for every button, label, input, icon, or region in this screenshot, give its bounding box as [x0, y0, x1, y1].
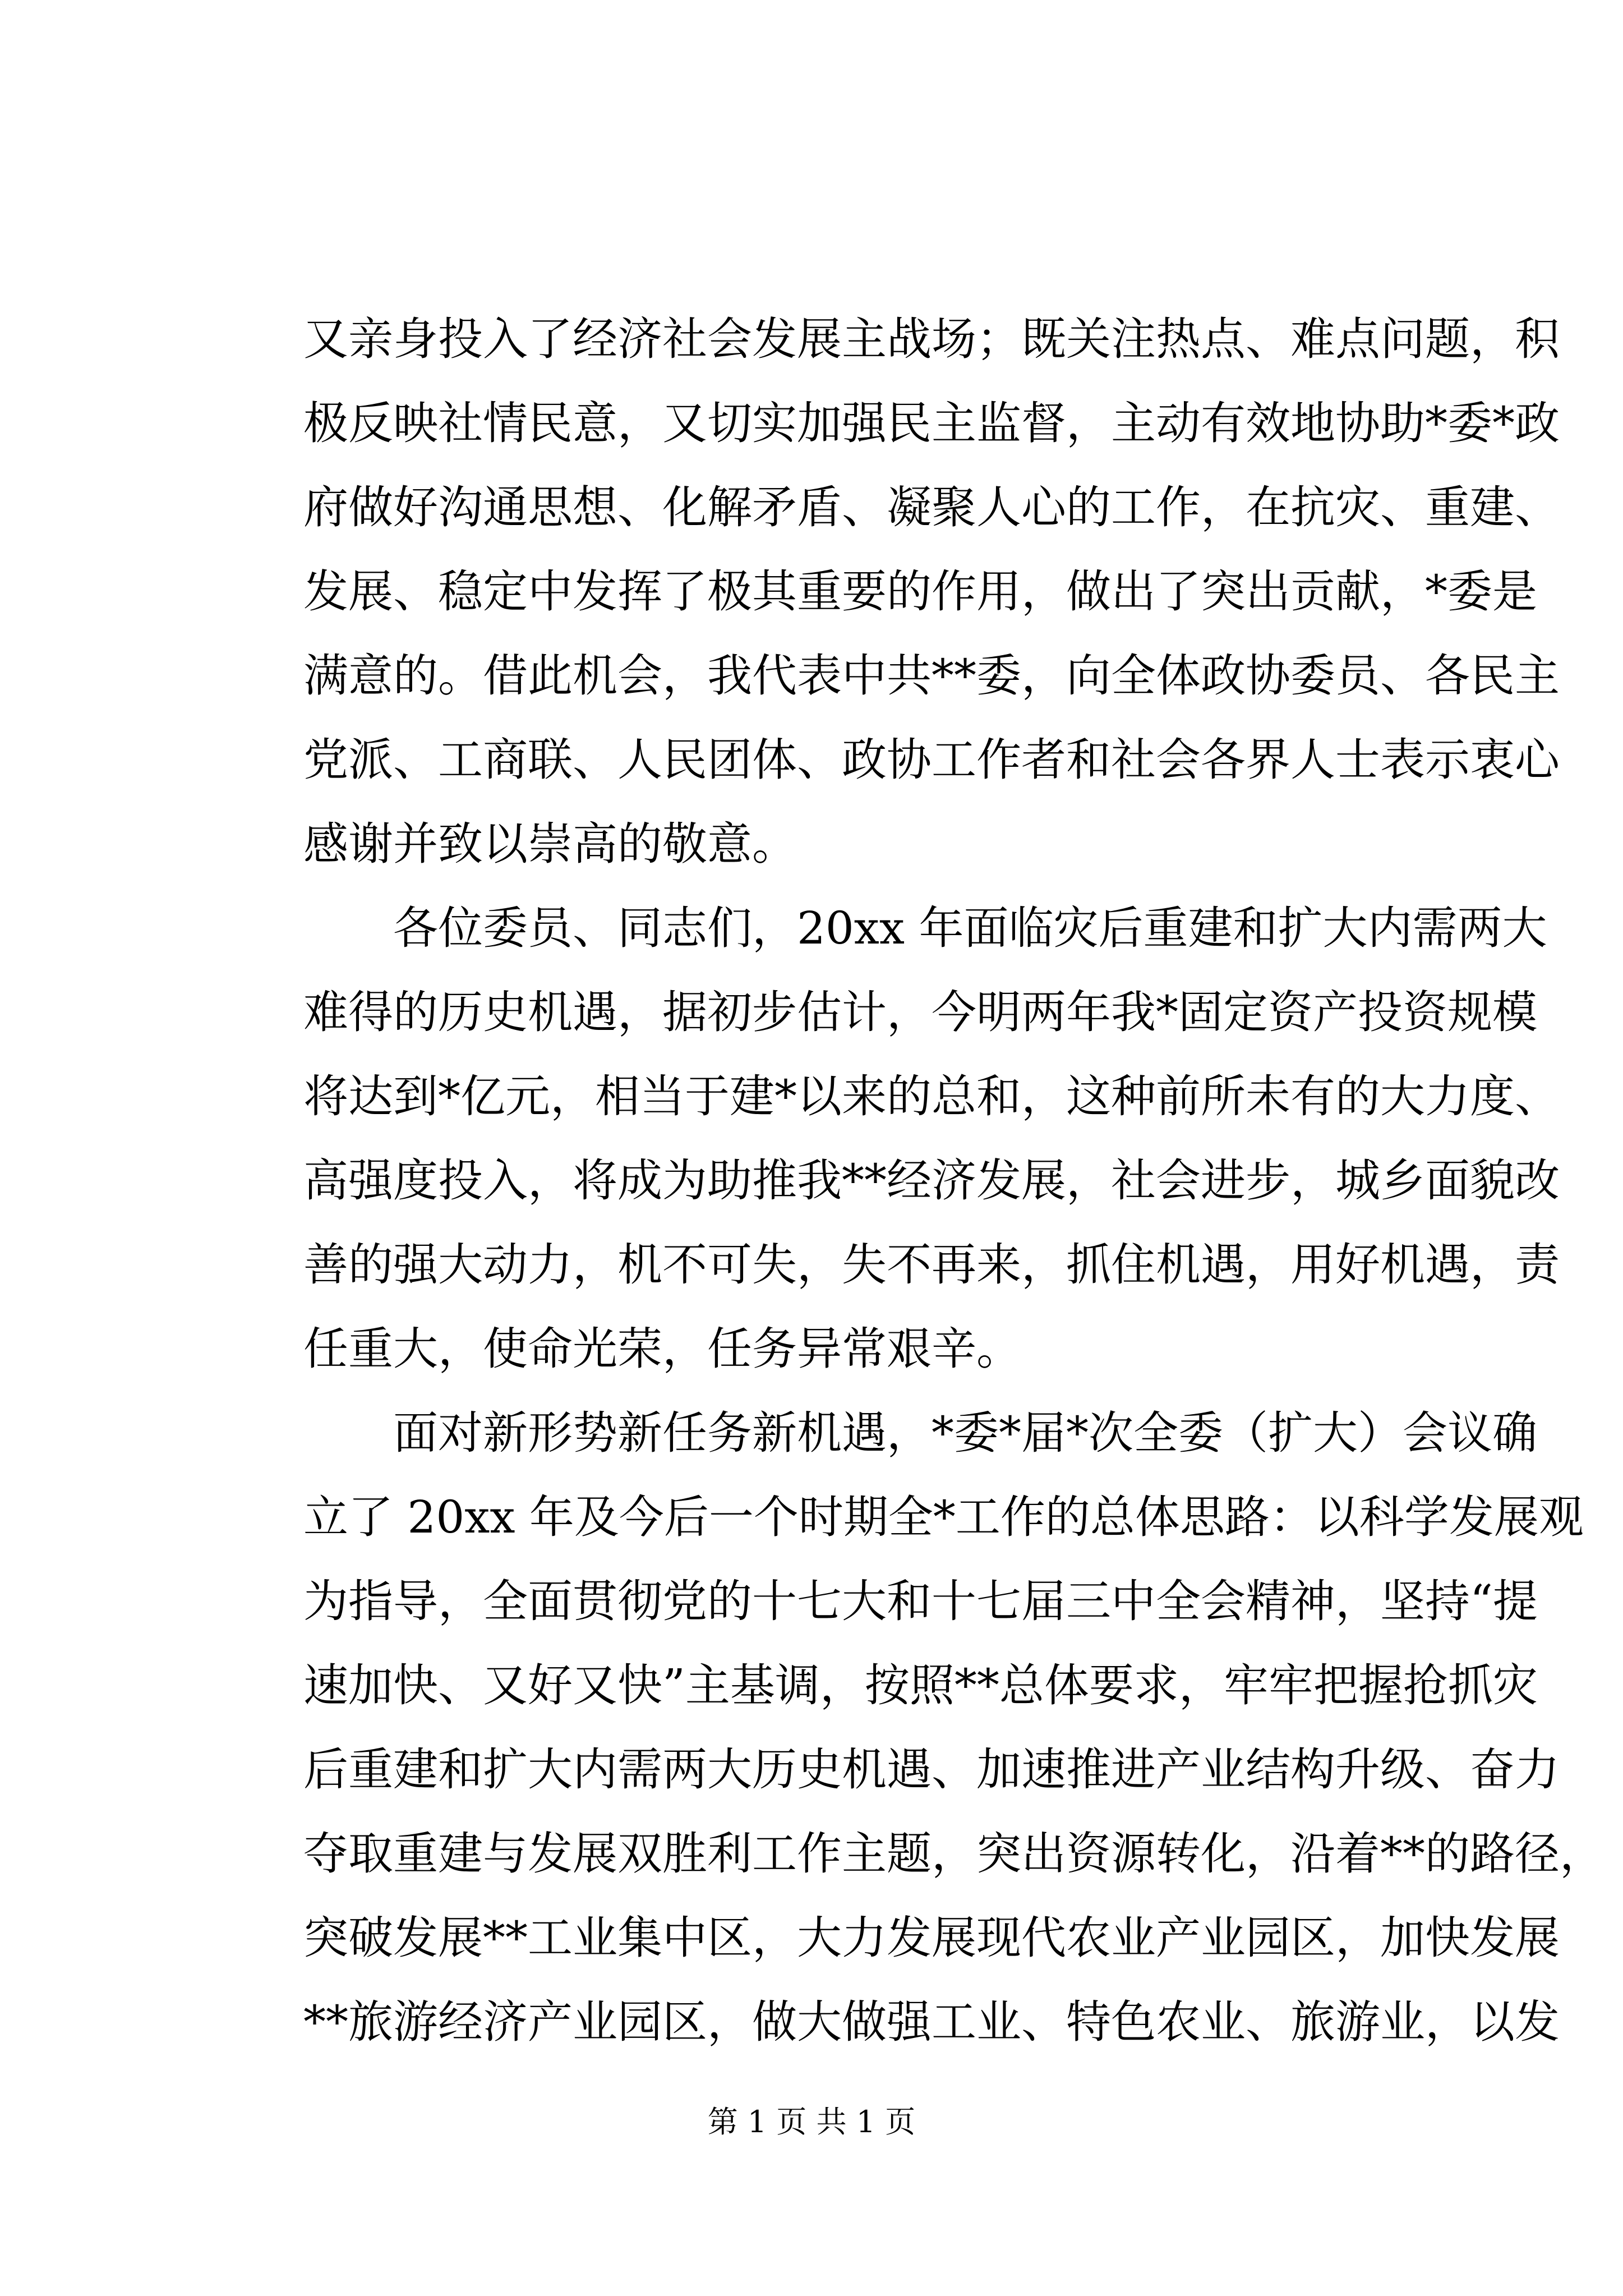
text-line: 善的强大动力，机不可失，失不再来，抓住机遇，用好机遇，责	[303, 1239, 1560, 1291]
text-line: 为指导，全面贯彻党的十七大和十七届三中全会精神，坚持“提	[303, 1575, 1538, 1627]
text-line: 发展、稳定中发挥了极其重要的作用，做出了突出贡献，*委是	[303, 565, 1537, 618]
text-line: 面对新形势新任务新机遇，*委*届*次全委（扩大）会议确	[393, 1407, 1537, 1459]
document-body	[303, 297, 1604, 2064]
paragraph-1	[303, 297, 1560, 886]
text-line: 感谢并致以崇高的敬意。	[303, 818, 797, 870]
text-line: 府做好沟通思想、化解矛盾、凝聚人心的工作，在抗灾、重建、	[303, 481, 1560, 533]
text-line: 难得的历史机遇，据初步估计，今明两年我*固定资产投资规模	[303, 986, 1537, 1038]
text-line: 速加快、又好又快”主基调，按照**总体要求，牢牢把握抢抓灾	[303, 1659, 1538, 1711]
text-line: 任重大，使命光荣，任务异常艰辛。	[303, 1323, 1021, 1375]
text-line: 夺取重建与发展双胜利工作主题，突出资源转化，沿着**的路径，	[303, 1828, 1604, 1880]
page-number-label: 第 1 页 共 1 页	[707, 2104, 916, 2139]
page-footer	[0, 2098, 1623, 2141]
text-line: **旅游经济产业园区，做大做强工业、特色农业、旅游业，以发	[303, 1996, 1560, 2048]
text-line: 高强度投入，将成为助推我**经济发展，社会进步，城乡面貌改	[303, 1154, 1560, 1207]
text-line: 又亲身投入了经济社会发展主战场；既关注热点、难点问题，积	[303, 313, 1560, 365]
text-line: 后重建和扩大内需两大历史机遇、加速推进产业结构升级、奋力	[303, 1743, 1560, 1796]
text-line: 突破发展**工业集中区，大力发展现代农业产业园区，加快发展	[303, 1912, 1560, 1964]
text-line: 满意的。借此机会，我代表中共**委，向全体政协委员、各民主	[303, 650, 1560, 702]
text-line: 各位委员、同志们，20xx 年面临灾后重建和扩大内需两大	[393, 902, 1547, 954]
paragraph-3	[303, 1391, 1604, 2064]
paragraph-2	[303, 886, 1560, 1391]
text-line: 党派、工商联、人民团体、政协工作者和社会各界人士表示衷心	[303, 734, 1560, 786]
text-line: 极反映社情民意，又切实加强民主监督，主动有效地协助*委*政	[303, 397, 1560, 449]
text-line: 立了 20xx 年及今后一个时期全*工作的总体思路：以科学发展观	[303, 1491, 1584, 1543]
text-line: 将达到*亿元，相当于建*以来的总和，这种前所未有的大力度、	[303, 1070, 1560, 1122]
